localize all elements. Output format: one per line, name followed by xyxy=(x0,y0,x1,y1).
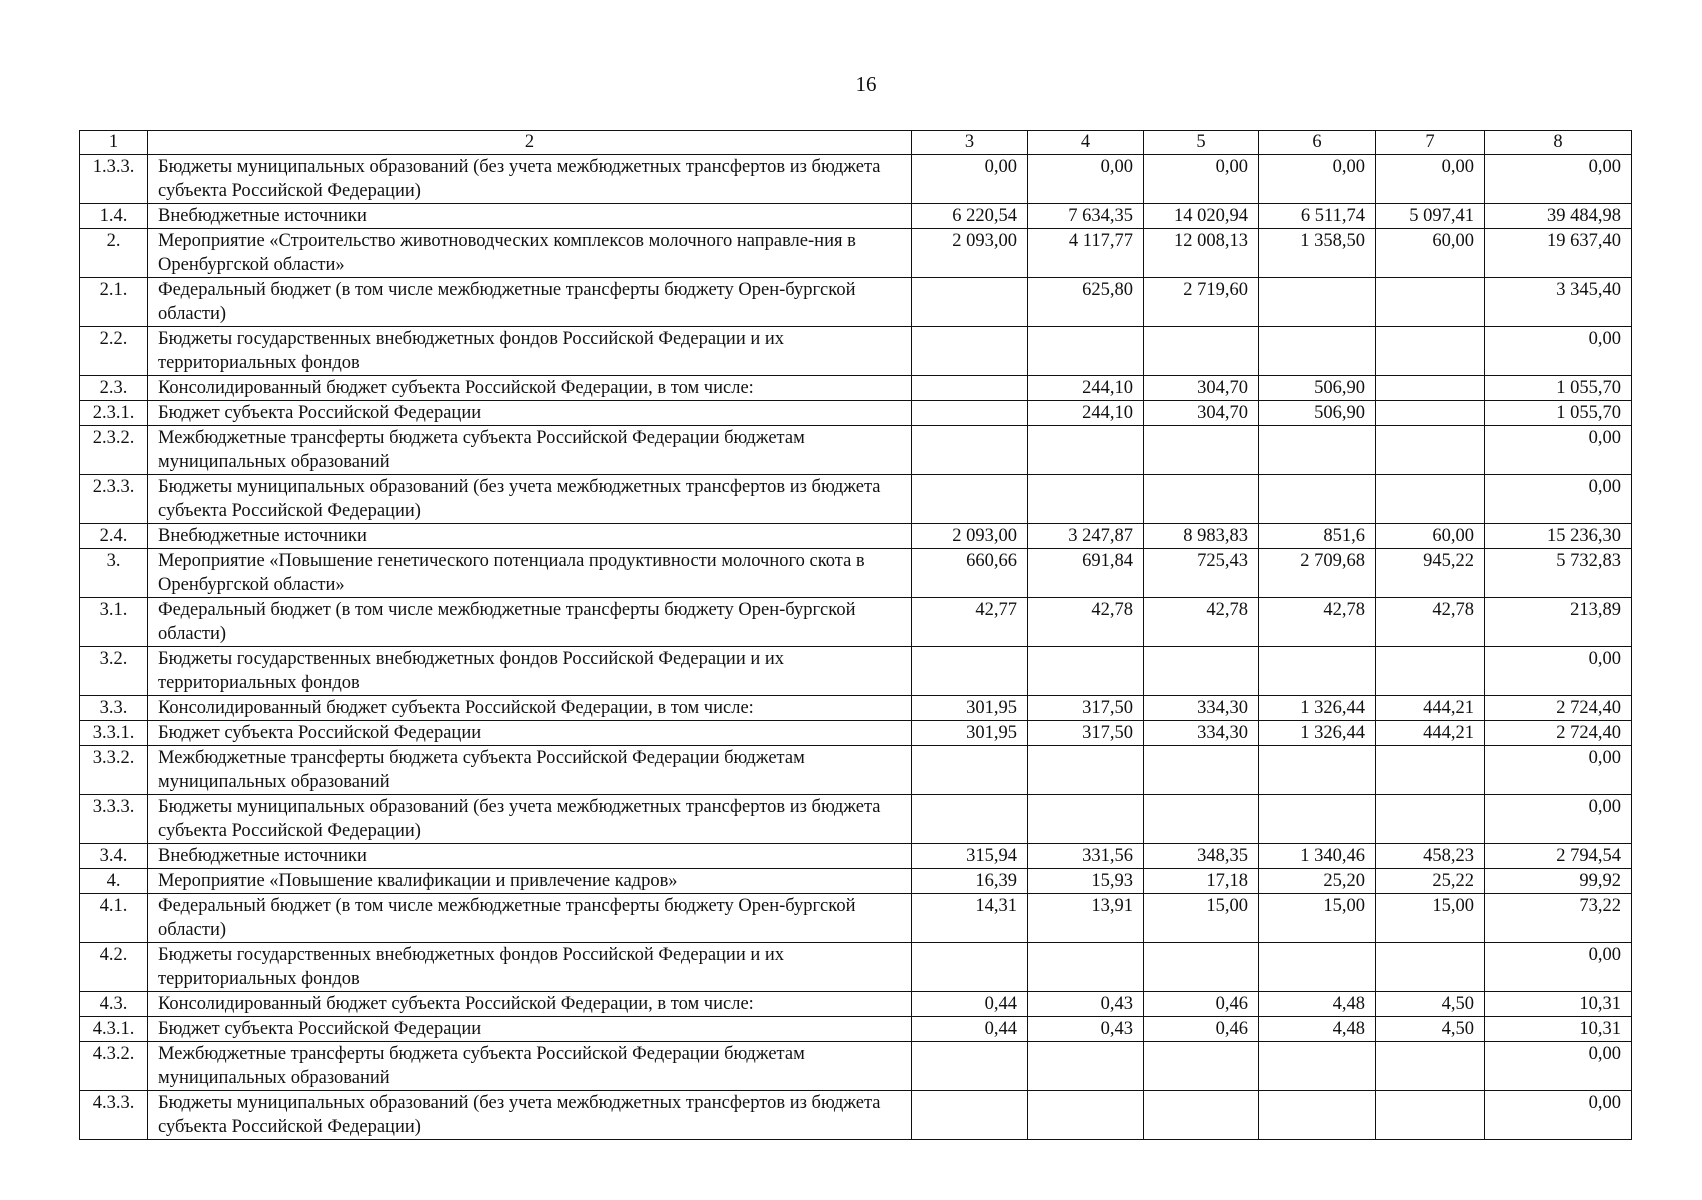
row-number: 4.3.1. xyxy=(80,1017,148,1042)
column-header: 2 xyxy=(148,131,912,155)
row-description: Бюджеты муниципальных образований (без учета межбюджетных трансфертов из бюджета субъекта Российской Федерации) xyxy=(148,475,912,524)
value-cell: 317,50 xyxy=(1028,696,1144,721)
value-cell: 2 093,00 xyxy=(912,524,1028,549)
value-cell: 334,30 xyxy=(1144,696,1259,721)
value-cell: 0,00 xyxy=(912,155,1028,204)
value-cell: 0,46 xyxy=(1144,992,1259,1017)
value-cell: 0,00 xyxy=(1485,475,1632,524)
value-cell: 17,18 xyxy=(1144,869,1259,894)
row-number: 2. xyxy=(80,229,148,278)
row-number: 1.3.3. xyxy=(80,155,148,204)
table-row xyxy=(80,229,1632,278)
value-cell: 10,31 xyxy=(1485,992,1632,1017)
value-cell: 0,00 xyxy=(1485,1042,1632,1091)
value-cell: 39 484,98 xyxy=(1485,204,1632,229)
value-cell xyxy=(1376,1091,1485,1140)
value-cell xyxy=(1259,795,1376,844)
row-description: Внебюджетные источники xyxy=(148,844,912,869)
value-cell xyxy=(912,1091,1028,1140)
value-cell: 0,00 xyxy=(1485,327,1632,376)
row-number: 2.4. xyxy=(80,524,148,549)
row-number: 2.1. xyxy=(80,278,148,327)
row-number: 2.3.3. xyxy=(80,475,148,524)
value-cell xyxy=(1376,746,1485,795)
row-description: Межбюджетные трансферты бюджета субъекта Российской Федерации бюджетам муниципальных образований xyxy=(148,1042,912,1091)
table-row xyxy=(80,155,1632,204)
value-cell: 2 709,68 xyxy=(1259,549,1376,598)
value-cell: 25,22 xyxy=(1376,869,1485,894)
value-cell xyxy=(1028,327,1144,376)
value-cell: 0,00 xyxy=(1376,155,1485,204)
value-cell: 1 326,44 xyxy=(1259,696,1376,721)
value-cell xyxy=(1259,647,1376,696)
value-cell xyxy=(1259,475,1376,524)
value-cell xyxy=(1376,327,1485,376)
value-cell xyxy=(1376,1042,1485,1091)
value-cell: 0,00 xyxy=(1485,155,1632,204)
row-description: Бюджеты муниципальных образований (без учета межбюджетных трансфертов из бюджета субъекта Российской Федерации) xyxy=(148,795,912,844)
value-cell: 4,48 xyxy=(1259,992,1376,1017)
value-cell: 213,89 xyxy=(1485,598,1632,647)
page-number: 16 xyxy=(855,72,877,96)
value-cell: 15,00 xyxy=(1259,894,1376,943)
value-cell: 0,44 xyxy=(912,1017,1028,1042)
row-number: 1.4. xyxy=(80,204,148,229)
value-cell: 444,21 xyxy=(1376,721,1485,746)
table-row xyxy=(80,869,1632,894)
value-cell xyxy=(1376,376,1485,401)
column-header: 7 xyxy=(1376,131,1485,155)
table-row xyxy=(80,647,1632,696)
row-description: Бюджеты государственных внебюджетных фондов Российской Федерации и их территориальных фондов xyxy=(148,327,912,376)
row-description: Межбюджетные трансферты бюджета субъекта Российской Федерации бюджетам муниципальных образований xyxy=(148,426,912,475)
row-number: 3.4. xyxy=(80,844,148,869)
value-cell: 304,70 xyxy=(1144,401,1259,426)
table-row xyxy=(80,992,1632,1017)
value-cell: 2 724,40 xyxy=(1485,696,1632,721)
value-cell xyxy=(1259,1091,1376,1140)
value-cell: 625,80 xyxy=(1028,278,1144,327)
row-number: 4.3. xyxy=(80,992,148,1017)
value-cell xyxy=(1259,327,1376,376)
value-cell: 6 220,54 xyxy=(912,204,1028,229)
row-number: 4.3.2. xyxy=(80,1042,148,1091)
value-cell xyxy=(1144,647,1259,696)
table-row xyxy=(80,795,1632,844)
value-cell: 3 247,87 xyxy=(1028,524,1144,549)
table-row xyxy=(80,278,1632,327)
value-cell: 2 719,60 xyxy=(1144,278,1259,327)
value-cell: 660,66 xyxy=(912,549,1028,598)
value-cell: 4,50 xyxy=(1376,1017,1485,1042)
row-number: 3.3.1. xyxy=(80,721,148,746)
value-cell xyxy=(1028,1091,1144,1140)
value-cell: 2 724,40 xyxy=(1485,721,1632,746)
value-cell: 1 340,46 xyxy=(1259,844,1376,869)
value-cell xyxy=(1028,1042,1144,1091)
value-cell: 315,94 xyxy=(912,844,1028,869)
value-cell xyxy=(1144,475,1259,524)
column-header: 1 xyxy=(80,131,148,155)
value-cell: 1 055,70 xyxy=(1485,376,1632,401)
row-number: 3.2. xyxy=(80,647,148,696)
column-header: 3 xyxy=(912,131,1028,155)
row-number: 4.1. xyxy=(80,894,148,943)
value-cell xyxy=(1259,426,1376,475)
row-description: Бюджет субъекта Российской Федерации xyxy=(148,721,912,746)
row-number: 3.3.2. xyxy=(80,746,148,795)
table-row xyxy=(80,376,1632,401)
table-row xyxy=(80,475,1632,524)
value-cell: 0,43 xyxy=(1028,1017,1144,1042)
value-cell: 15 236,30 xyxy=(1485,524,1632,549)
value-cell: 14 020,94 xyxy=(1144,204,1259,229)
row-description: Федеральный бюджет (в том числе межбюджетные трансферты бюджету Орен-бургской области) xyxy=(148,894,912,943)
value-cell: 0,00 xyxy=(1259,155,1376,204)
value-cell: 99,92 xyxy=(1485,869,1632,894)
value-cell xyxy=(1376,795,1485,844)
row-number: 2.3. xyxy=(80,376,148,401)
row-description: Бюджеты муниципальных образований (без учета межбюджетных трансфертов из бюджета субъекта Российской Федерации) xyxy=(148,1091,912,1140)
value-cell: 244,10 xyxy=(1028,401,1144,426)
column-header: 8 xyxy=(1485,131,1632,155)
value-cell: 0,00 xyxy=(1485,746,1632,795)
table-row xyxy=(80,549,1632,598)
value-cell: 60,00 xyxy=(1376,524,1485,549)
value-cell: 12 008,13 xyxy=(1144,229,1259,278)
value-cell: 0,00 xyxy=(1485,795,1632,844)
table-row xyxy=(80,1042,1632,1091)
value-cell xyxy=(1376,943,1485,992)
value-cell xyxy=(1028,475,1144,524)
header-row xyxy=(80,131,1632,155)
value-cell: 0,00 xyxy=(1028,155,1144,204)
table-row xyxy=(80,721,1632,746)
value-cell: 691,84 xyxy=(1028,549,1144,598)
value-cell: 42,78 xyxy=(1144,598,1259,647)
value-cell xyxy=(1144,327,1259,376)
table-row xyxy=(80,1017,1632,1042)
value-cell: 0,46 xyxy=(1144,1017,1259,1042)
value-cell xyxy=(1144,1091,1259,1140)
row-description: Бюджеты государственных внебюджетных фондов Российской Федерации и их территориальных фондов xyxy=(148,647,912,696)
value-cell: 0,43 xyxy=(1028,992,1144,1017)
row-number: 2.2. xyxy=(80,327,148,376)
table-row xyxy=(80,1091,1632,1140)
value-cell: 331,56 xyxy=(1028,844,1144,869)
value-cell: 1 326,44 xyxy=(1259,721,1376,746)
row-number: 3.3. xyxy=(80,696,148,721)
value-cell: 301,95 xyxy=(912,696,1028,721)
table-row xyxy=(80,327,1632,376)
value-cell: 15,00 xyxy=(1144,894,1259,943)
value-cell: 3 345,40 xyxy=(1485,278,1632,327)
row-description: Бюджет субъекта Российской Федерации xyxy=(148,1017,912,1042)
value-cell: 15,93 xyxy=(1028,869,1144,894)
value-cell: 15,00 xyxy=(1376,894,1485,943)
value-cell: 7 634,35 xyxy=(1028,204,1144,229)
value-cell xyxy=(1028,943,1144,992)
value-cell xyxy=(912,647,1028,696)
row-number: 4.2. xyxy=(80,943,148,992)
table-row xyxy=(80,204,1632,229)
row-number: 3.1. xyxy=(80,598,148,647)
value-cell: 60,00 xyxy=(1376,229,1485,278)
row-description: Бюджет субъекта Российской Федерации xyxy=(148,401,912,426)
value-cell: 42,77 xyxy=(912,598,1028,647)
table-header xyxy=(80,131,1632,155)
value-cell: 42,78 xyxy=(1259,598,1376,647)
value-cell xyxy=(912,746,1028,795)
row-description: Внебюджетные источники xyxy=(148,204,912,229)
value-cell xyxy=(912,327,1028,376)
value-cell xyxy=(1376,475,1485,524)
row-description: Бюджеты государственных внебюджетных фондов Российской Федерации и их территориальных фондов xyxy=(148,943,912,992)
value-cell: 0,44 xyxy=(912,992,1028,1017)
value-cell: 0,00 xyxy=(1144,155,1259,204)
value-cell: 14,31 xyxy=(912,894,1028,943)
value-cell: 0,00 xyxy=(1485,1091,1632,1140)
value-cell: 244,10 xyxy=(1028,376,1144,401)
value-cell xyxy=(912,943,1028,992)
value-cell: 348,35 xyxy=(1144,844,1259,869)
row-number: 4.3.3. xyxy=(80,1091,148,1140)
value-cell: 506,90 xyxy=(1259,376,1376,401)
value-cell xyxy=(1376,278,1485,327)
value-cell xyxy=(912,376,1028,401)
row-description: Федеральный бюджет (в том числе межбюджетные трансферты бюджету Орен-бургской области) xyxy=(148,598,912,647)
value-cell: 10,31 xyxy=(1485,1017,1632,1042)
value-cell: 444,21 xyxy=(1376,696,1485,721)
value-cell: 1 055,70 xyxy=(1485,401,1632,426)
value-cell: 42,78 xyxy=(1376,598,1485,647)
value-cell xyxy=(1144,795,1259,844)
row-description: Консолидированный бюджет субъекта Российской Федерации, в том числе: xyxy=(148,992,912,1017)
value-cell: 851,6 xyxy=(1259,524,1376,549)
value-cell xyxy=(1144,426,1259,475)
value-cell: 458,23 xyxy=(1376,844,1485,869)
value-cell xyxy=(912,795,1028,844)
row-number: 3.3.3. xyxy=(80,795,148,844)
value-cell xyxy=(1376,647,1485,696)
value-cell xyxy=(912,426,1028,475)
table-row xyxy=(80,696,1632,721)
value-cell xyxy=(1028,746,1144,795)
value-cell: 0,00 xyxy=(1485,943,1632,992)
row-description: Мероприятие «Повышение квалификации и привлечение кадров» xyxy=(148,869,912,894)
value-cell: 19 637,40 xyxy=(1485,229,1632,278)
value-cell: 2 794,54 xyxy=(1485,844,1632,869)
row-description: Межбюджетные трансферты бюджета субъекта Российской Федерации бюджетам муниципальных образований xyxy=(148,746,912,795)
value-cell: 25,20 xyxy=(1259,869,1376,894)
value-cell: 16,39 xyxy=(912,869,1028,894)
value-cell: 334,30 xyxy=(1144,721,1259,746)
value-cell: 4 117,77 xyxy=(1028,229,1144,278)
row-number: 3. xyxy=(80,549,148,598)
table-body xyxy=(80,155,1632,1140)
row-description: Консолидированный бюджет субъекта Российской Федерации, в том числе: xyxy=(148,376,912,401)
value-cell xyxy=(1144,1042,1259,1091)
value-cell: 2 093,00 xyxy=(912,229,1028,278)
value-cell xyxy=(912,401,1028,426)
row-description: Консолидированный бюджет субъекта Российской Федерации, в том числе: xyxy=(148,696,912,721)
value-cell: 4,50 xyxy=(1376,992,1485,1017)
row-description: Мероприятие «Строительство животноводческих комплексов молочного направле-ния в Оренбургской области» xyxy=(148,229,912,278)
value-cell: 1 358,50 xyxy=(1259,229,1376,278)
column-header: 5 xyxy=(1144,131,1259,155)
table-row xyxy=(80,943,1632,992)
row-description: Внебюджетные источники xyxy=(148,524,912,549)
value-cell: 5 732,83 xyxy=(1485,549,1632,598)
value-cell: 42,78 xyxy=(1028,598,1144,647)
column-header: 6 xyxy=(1259,131,1376,155)
value-cell: 506,90 xyxy=(1259,401,1376,426)
value-cell: 8 983,83 xyxy=(1144,524,1259,549)
table-row xyxy=(80,894,1632,943)
value-cell: 4,48 xyxy=(1259,1017,1376,1042)
value-cell: 0,00 xyxy=(1485,426,1632,475)
table-row xyxy=(80,524,1632,549)
value-cell: 301,95 xyxy=(912,721,1028,746)
value-cell xyxy=(912,475,1028,524)
value-cell xyxy=(1028,795,1144,844)
row-number: 2.3.1. xyxy=(80,401,148,426)
row-description: Федеральный бюджет (в том числе межбюджетные трансферты бюджету Орен-бургской области) xyxy=(148,278,912,327)
row-description: Мероприятие «Повышение генетического потенциала продуктивности молочного скота в Оренбургской области» xyxy=(148,549,912,598)
value-cell xyxy=(1259,746,1376,795)
value-cell xyxy=(1144,746,1259,795)
value-cell xyxy=(1144,943,1259,992)
value-cell xyxy=(1259,943,1376,992)
value-cell xyxy=(912,278,1028,327)
row-number: 2.3.2. xyxy=(80,426,148,475)
value-cell: 13,91 xyxy=(1028,894,1144,943)
value-cell xyxy=(1028,647,1144,696)
value-cell: 304,70 xyxy=(1144,376,1259,401)
table-row xyxy=(80,598,1632,647)
value-cell xyxy=(1376,426,1485,475)
value-cell: 725,43 xyxy=(1144,549,1259,598)
value-cell xyxy=(1259,278,1376,327)
value-cell: 0,00 xyxy=(1485,647,1632,696)
value-cell: 6 511,74 xyxy=(1259,204,1376,229)
table-row xyxy=(80,844,1632,869)
value-cell: 73,22 xyxy=(1485,894,1632,943)
value-cell xyxy=(1376,401,1485,426)
budget-table xyxy=(79,130,1632,1140)
column-header: 4 xyxy=(1028,131,1144,155)
table-row xyxy=(80,401,1632,426)
value-cell: 317,50 xyxy=(1028,721,1144,746)
value-cell xyxy=(912,1042,1028,1091)
row-number: 4. xyxy=(80,869,148,894)
value-cell: 945,22 xyxy=(1376,549,1485,598)
value-cell xyxy=(1028,426,1144,475)
value-cell xyxy=(1259,1042,1376,1091)
row-description: Бюджеты муниципальных образований (без учета межбюджетных трансфертов из бюджета субъекта Российской Федерации) xyxy=(148,155,912,204)
table-row xyxy=(80,746,1632,795)
value-cell: 5 097,41 xyxy=(1376,204,1485,229)
table-row xyxy=(80,426,1632,475)
